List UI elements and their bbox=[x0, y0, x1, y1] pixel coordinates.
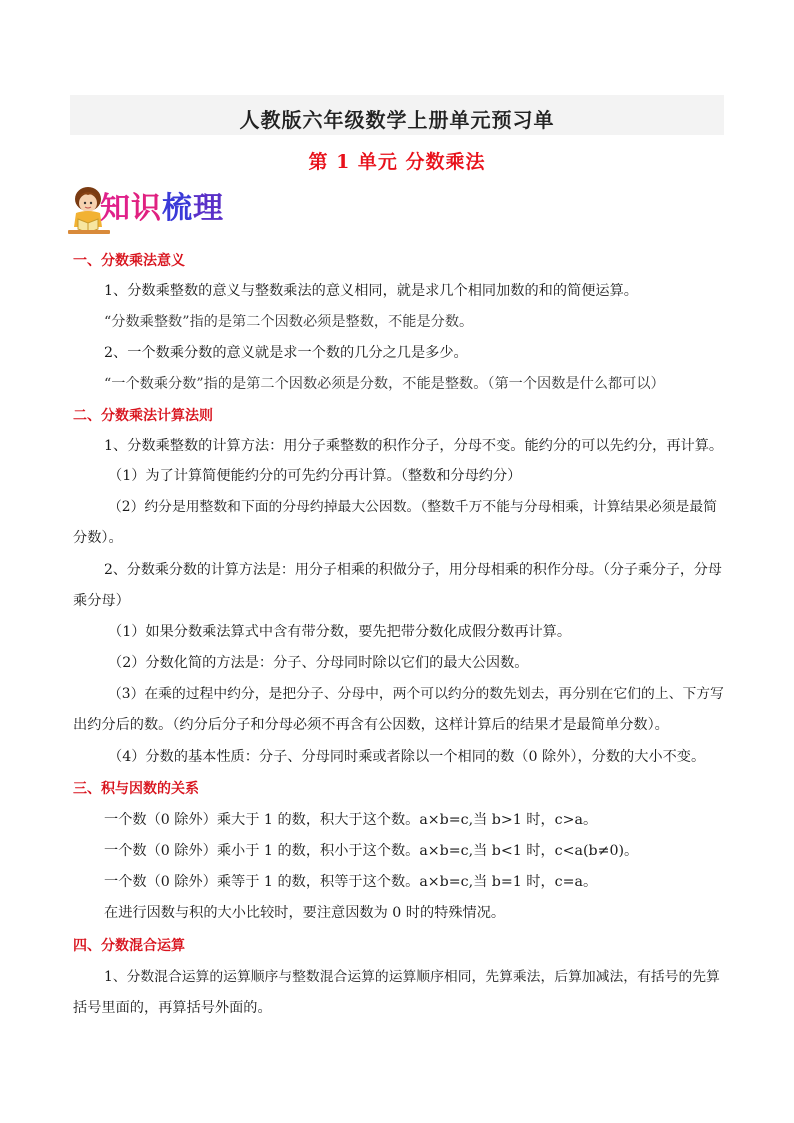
banner-char: 识 bbox=[131, 191, 162, 226]
paragraph: （2）约分是用整数和下面的分母约掉最大公因数。（整数千万不能与分母相乘，计算结果必须是最简 bbox=[108, 499, 717, 515]
paragraph: （2）分数化简的方法是：分子、分母同时除以它们的最大公因数。 bbox=[108, 655, 529, 671]
paragraph: 1、分数混合运算的运算顺序与整数混合运算的运算顺序相同，先算乘法，后算加减法，有括号的先算 bbox=[104, 969, 720, 985]
paragraph: 2、一个数乘分数的意义就是求一个数的几分之几是多少。 bbox=[104, 345, 468, 361]
section-heading: 二、分数乘法计算法则 bbox=[73, 408, 213, 424]
paragraph: 括号里面的，再算括号外面的。 bbox=[73, 1000, 272, 1016]
paragraph: （1）为了计算简便能约分的可先约分再计算。（整数和分母约分） bbox=[108, 468, 522, 484]
banner-char: 知 bbox=[100, 191, 131, 226]
section-heading: 三、积与因数的关系 bbox=[73, 781, 199, 797]
paragraph: “分数乘整数”指的是第二个因数必须是整数，不能是分数。 bbox=[104, 314, 474, 330]
section-heading: 四、分数混合运算 bbox=[73, 938, 185, 954]
paragraph: 一个数（0 除外）乘大于 1 的数，积大于这个数。a×b=c,当 b>1 时，c>a。 bbox=[104, 812, 598, 828]
paragraph: 在进行因数与积的大小比较时，要注意因数为 0 时的特殊情况。 bbox=[104, 905, 506, 921]
unit-title: 第 1 单元 分数乘法 bbox=[308, 151, 486, 173]
paragraph: 一个数（0 除外）乘等于 1 的数，积等于这个数。a×b=c,当 b=1 时，c=a。 bbox=[104, 874, 598, 890]
paragraph: 一个数（0 除外）乘小于 1 的数，积小于这个数。a×b=c,当 b<1 时，c<a(b≠0)。 bbox=[104, 843, 639, 859]
paragraph: （4）分数的基本性质：分子、分母同时乘或者除以一个相同的数（0 除外），分数的大小不变。 bbox=[108, 749, 706, 765]
paragraph: 乘分母） bbox=[73, 593, 130, 609]
knowledge-banner-title bbox=[100, 191, 224, 227]
banner-char: 理 bbox=[193, 191, 224, 226]
paragraph: 2、分数乘分数的计算方法是：用分子相乘的积做分子，用分母相乘的积作分母。（分子乘分子，分母 bbox=[104, 562, 722, 578]
paragraph: （1）如果分数乘法算式中含有带分数，要先把带分数化成假分数再计算。 bbox=[108, 624, 572, 640]
paragraph: （3）在乘的过程中约分，是把分子、分母中，两个可以约分的数先划去，再分别在它们的上、下方写 bbox=[108, 686, 724, 702]
paragraph: 1、分数乘整数的计算方法：用分子乘整数的积作分子，分母不变。能约分的可以先约分，再计算。 bbox=[104, 438, 724, 454]
section-heading: 一、分数乘法意义 bbox=[73, 253, 185, 269]
paragraph: 分数）。 bbox=[73, 530, 123, 546]
paragraph: 出约分后的数。（约分后分子和分母必须不再含有公因数，这样计算后的结果才是最简单分数）。 bbox=[73, 717, 669, 733]
banner-char: 梳 bbox=[162, 191, 193, 226]
paragraph: “一个数乘分数”指的是第二个因数必须是分数，不能是整数。（第一个因数是什么都可以） bbox=[104, 376, 665, 392]
paragraph: 1、分数乘整数的意义与整数乘法的意义相同，就是求几个相同加数的和的简便运算。 bbox=[104, 283, 638, 299]
document-title: 人教版六年级数学上册单元预习单 bbox=[239, 108, 555, 132]
